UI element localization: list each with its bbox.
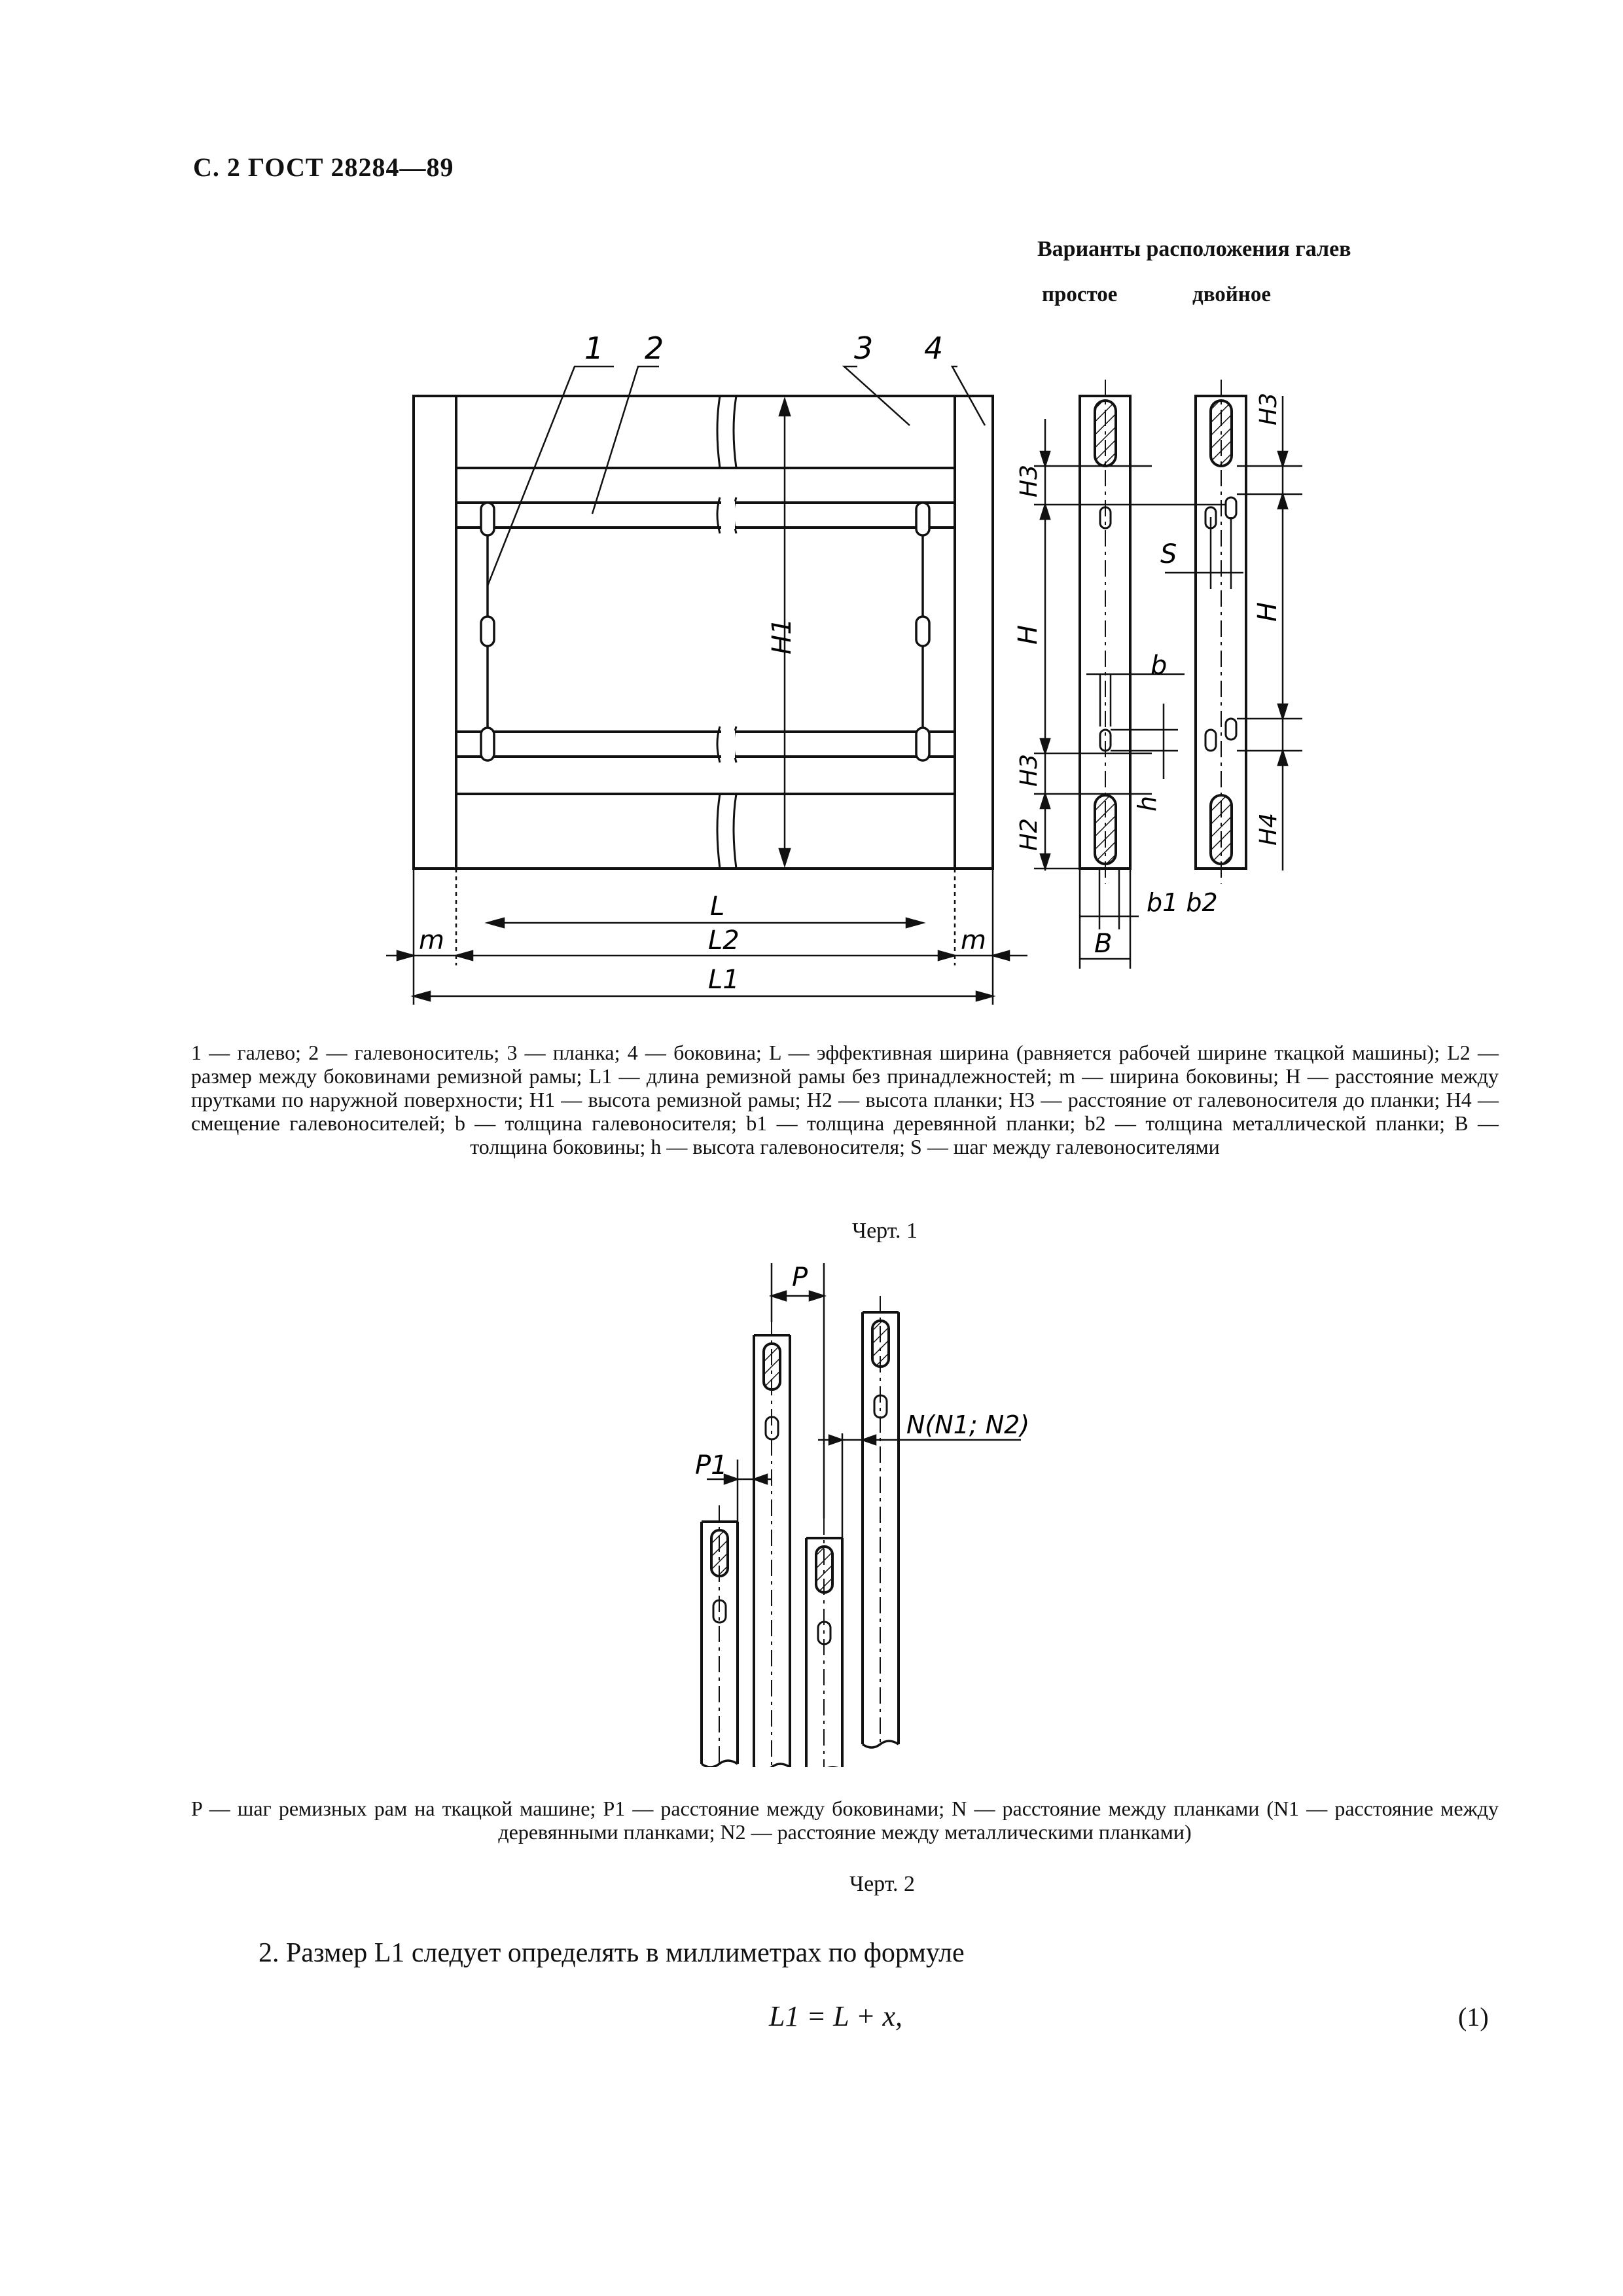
- figure-2-caption: Черт. 2: [849, 1872, 916, 1896]
- figure-1-legend: 1 — галево; 2 — галевоноситель; 3 — планка; 4 — боковина; L — эффективная ширина (равняется рабочей ширине ткацкой машины); L2 — размер между боковинами ремизной рамы; L1 — длина ремизной рамы без принадлежностей; m — ширина боковины; H — расстояние между прутками по наружной поверхности; H1 — высота ремизной рамы; H2 — высота планки; H3 — расстояние от галевоносителя до планки; H4 — смещение галевоносителей; b — толщина галевоносителя; b1 — толщина деревянной планки; b2 — толщина металлической планки; B — толщина боковины; h — высота галевоносителя; S — шаг между галевоносителями: [191, 1041, 1499, 1158]
- figure-1-drawing: [0, 0, 1623, 1021]
- callout-3: 3: [854, 331, 874, 366]
- variant-double-label: двойное: [1192, 283, 1271, 306]
- dim-B: B: [1094, 929, 1113, 959]
- dim-b: b: [1150, 651, 1168, 681]
- dim-b1b2: b1 b2: [1147, 888, 1218, 917]
- dim-H3-simple: H3: [1016, 465, 1043, 497]
- page-header: С. 2 ГОСТ 28284—89: [193, 152, 454, 182]
- callout-1: 1: [584, 331, 604, 366]
- double-variant-dims: [1165, 396, 1302, 870]
- dim-H-double: H: [1253, 601, 1283, 622]
- top-heald-rod: [456, 503, 955, 528]
- figure-2-drawing: [0, 1244, 1623, 1767]
- dim-m-left: m: [419, 925, 444, 956]
- callout-2: 2: [645, 331, 664, 366]
- variant-simple-label: простое: [1042, 283, 1118, 306]
- dim-L1: L1: [708, 965, 740, 995]
- dim-P: P: [792, 1263, 808, 1293]
- variants-title: Варианты расположения галев: [1037, 237, 1351, 261]
- simple-variant-dims: [1034, 419, 1230, 969]
- dim-H-simple: H: [1013, 624, 1043, 645]
- healds: [481, 503, 929, 761]
- paragraph-2: 2. Размер L1 следует определять в миллиметрах по формуле: [259, 1938, 965, 1968]
- fig1-break-gaps: [721, 501, 735, 758]
- dim-h: h: [1133, 795, 1162, 812]
- dim-H1: H1: [767, 618, 797, 655]
- figure-2-legend: P — шаг ремизных рам на ткацкой машине; P1 — расстояние между боковинами; N — расстояние между планками (N1 — расстояние между деревянными планками; N2 — расстояние между металлическими планками): [191, 1797, 1499, 1844]
- dim-P1: P1: [695, 1450, 728, 1480]
- dim-S: S: [1160, 539, 1177, 569]
- double-variant-section: [1196, 380, 1246, 884]
- dim-L: L: [710, 891, 725, 922]
- callout-4: 4: [924, 331, 944, 366]
- figure-1-caption: Черт. 1: [851, 1219, 918, 1243]
- dim-m-right: m: [961, 925, 986, 956]
- formula-number: (1): [1458, 2002, 1489, 2032]
- callout-numbers: [584, 331, 943, 366]
- heald-frame: [414, 396, 993, 869]
- dim-N: N(N1; N2): [906, 1410, 1030, 1439]
- dim-H2: H2: [1016, 818, 1043, 851]
- dim-L2: L2: [708, 925, 740, 956]
- simple-variant-section: [1080, 380, 1130, 884]
- width-dimensions: [386, 869, 1027, 1005]
- dim-H4: H4: [1255, 813, 1282, 846]
- formula-1: L1 = L + x,: [769, 2000, 903, 2032]
- bottom-heald-rod: [456, 732, 955, 757]
- dim-H3-simple-bottom: H3: [1016, 754, 1043, 787]
- dim-H3-double: H3: [1255, 393, 1282, 425]
